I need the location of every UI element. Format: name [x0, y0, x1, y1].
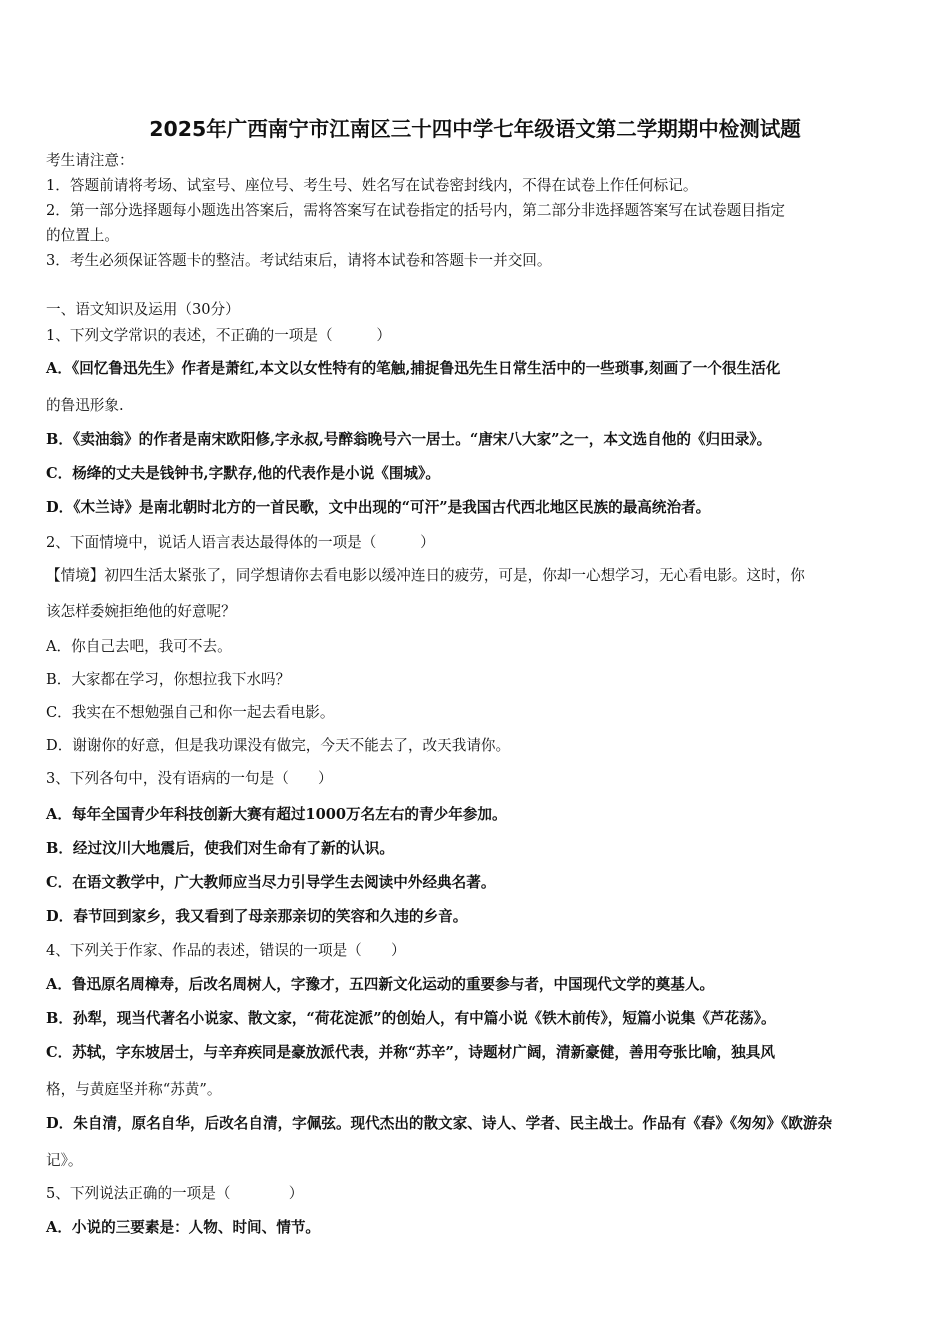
- question-5-stem: 5、下列说法正确的一项是（ ）: [46, 1185, 304, 1202]
- question-1-stem: 1、下列文学常识的表述，不正确的一项是（ ）: [46, 327, 391, 344]
- question-4-stem: 4、下列关于作家、作品的表述，错误的一项是（ ）: [46, 942, 406, 959]
- question-2-context-cont: 该怎样委婉拒绝他的好意呢？: [46, 603, 236, 620]
- notice-item: 2．第一部分选择题每小题选出答案后，需将答案写在试卷指定的括号内，第二部分非选择题答案写在试卷题目指定: [46, 202, 785, 219]
- question-4-option-a: A．鲁迅原名周樟寿，后改名周树人，字豫才，五四新文化运动的重要参与者，中国现代文学的奠基人。: [46, 976, 715, 993]
- question-1-option-b: B．《卖油翁》的作者是南宋欧阳修,字永叔,号醉翁晚号六一居士。“唐宋八大家”之一，本文选自他的《归田录》。: [46, 431, 772, 448]
- question-2-option-d: D．谢谢你的好意，但是我功课没有做完，今天不能去了，改天我请你。: [46, 737, 511, 754]
- notice-item: 3．考生必须保证答题卡的整洁。考试结束后，请将本试卷和答题卡一并交回。: [46, 252, 552, 269]
- question-1-option-c: C．杨绛的丈夫是钱钟书,字默存,他的代表作是小说《围城》。: [46, 465, 440, 482]
- question-4-option-d-cont: 记》。: [46, 1152, 83, 1169]
- question-5-option-a: A．小说的三要素是：人物、时间、情节。: [46, 1219, 321, 1236]
- question-3-option-c: C．在语文教学中，广大教师应当尽力引导学生去阅读中外经典名著。: [46, 874, 496, 891]
- section-heading: 一、语文知识及运用（30分）: [46, 301, 240, 318]
- exam-title: 2025年广西南宁市江南区三十四中学七年级语文第二学期期中检测试题: [149, 117, 801, 141]
- question-2-option-c: C．我实在不想勉强自己和你一起去看电影。: [46, 704, 335, 721]
- question-4-option-c: C．苏轼，字东坡居士，与辛弃疾同是豪放派代表，并称“苏辛”，诗题材广阔，清新豪健，善用夸张比喻，独具风: [46, 1044, 775, 1061]
- question-3-option-d: D．春节回到家乡，我又看到了母亲那亲切的笑容和久违的乡音。: [46, 908, 468, 925]
- question-3-option-a: A．每年全国青少年科技创新大赛有超过1000万名左右的青少年参加。: [46, 806, 507, 823]
- question-4-option-d: D．朱自清，原名自华，后改名自清，字佩弦。现代杰出的散文家、诗人、学者、民主战士。作品有《春》《匆匆》《欧游杂: [46, 1115, 833, 1132]
- question-4-option-b: B．孙犁，现当代著名小说家、散文家，“荷花淀派”的创始人，有中篇小说《铁木前传》，短篇小说集《芦花荡》。: [46, 1010, 776, 1027]
- question-1-option-a: A．《回忆鲁迅先生》作者是萧红,本文以女性特有的笔触,捕捉鲁迅先生日常生活中的一些琐事,刻画了一个很生活化: [46, 360, 781, 377]
- question-3-option-b: B．经过汶川大地震后，使我们对生命有了新的认识。: [46, 840, 394, 857]
- question-2-context: 【情境】初四生活太紧张了，同学想请你去看电影以缓冲连日的疲劳，可是，你却一心想学习，无心看电影。这时，你: [46, 567, 805, 584]
- notice-heading: 考生请注意：: [46, 152, 134, 169]
- question-1-option-a-cont: 的鲁迅形象.: [46, 397, 124, 414]
- question-4-option-c-cont: 格，与黄庭坚并称“苏黄”。: [46, 1081, 222, 1098]
- notice-item: 1．答题前请将考场、试室号、座位号、考生号、姓名写在试卷密封线内，不得在试卷上作任何标记。: [46, 177, 698, 194]
- question-1-option-d: D．《木兰诗》是南北朝时北方的一首民歌，文中出现的“可汗”是我国古代西北地区民族的最高统治者。: [46, 499, 711, 516]
- notice-item: 的位置上。: [46, 227, 119, 244]
- question-2-option-a: A．你自己去吧，我可不去。: [46, 638, 232, 655]
- question-3-stem: 3、下列各句中，没有语病的一句是（ ）: [46, 770, 333, 787]
- question-2-stem: 2、下面情境中，说话人语言表达最得体的一项是（ ）: [46, 534, 435, 551]
- question-2-option-b: B．大家都在学习，你想拉我下水吗？: [46, 671, 291, 688]
